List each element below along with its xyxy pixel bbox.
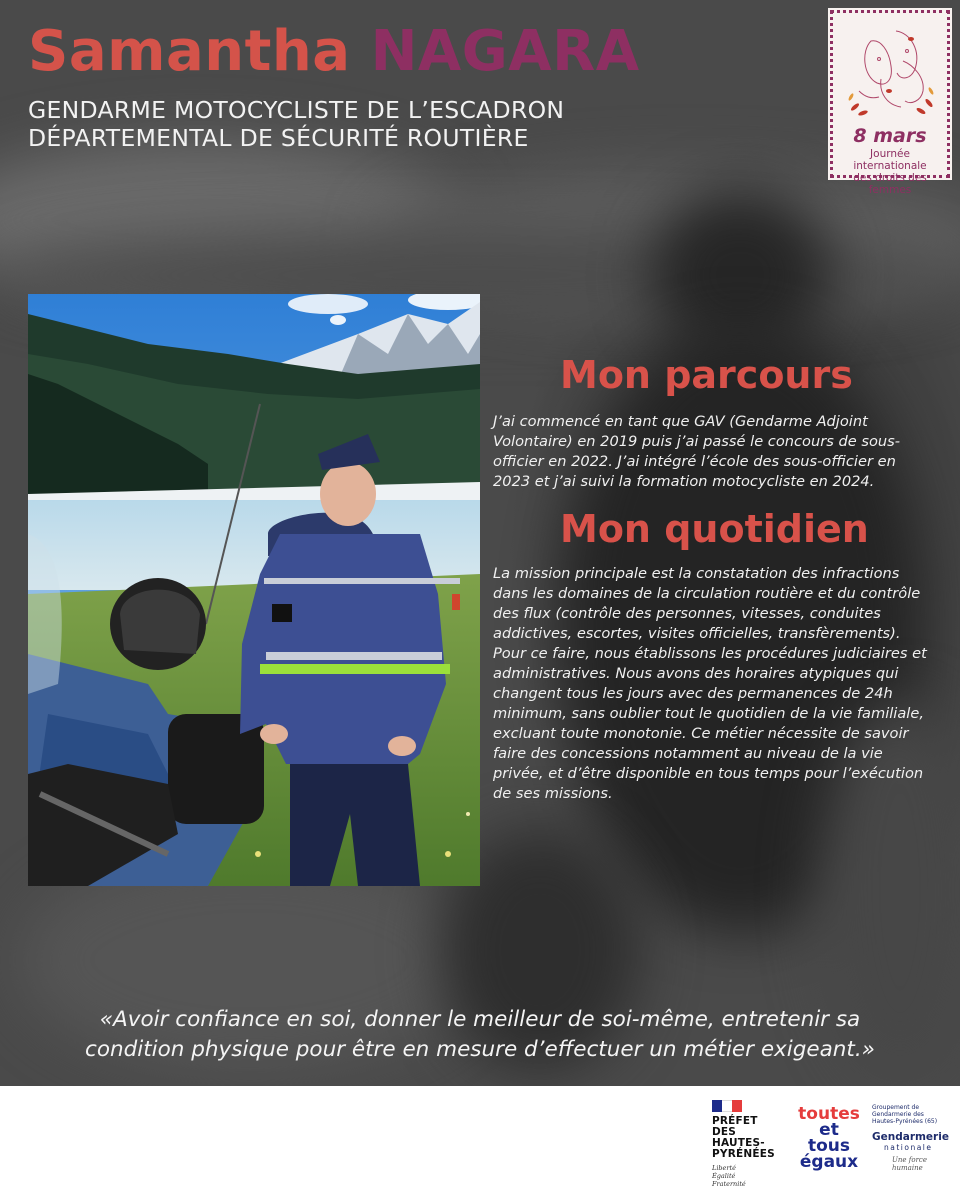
prefet-line-1: PRÉFET	[712, 1115, 758, 1127]
parcours-title: Mon parcours	[560, 353, 853, 397]
last-name: NAGARA	[370, 19, 640, 84]
job-title-line-2: DÉPARTEMENTAL DE SÉCURITÉ ROUTIÈRE	[28, 124, 529, 152]
job-title	[28, 96, 688, 152]
prefet-line-2: DES HAUTES-	[712, 1126, 765, 1149]
republic-motto: Liberté Égalité Fraternité	[712, 1164, 746, 1188]
women-faces-illustration	[841, 21, 939, 121]
portrait-photo	[28, 294, 480, 886]
womens-day-stamp	[830, 10, 950, 196]
marianne-flag-icon	[712, 1100, 742, 1112]
footer-logos	[0, 1086, 960, 1200]
job-title-line-1: GENDARME MOTOCYCLISTE DE L’ESCADRON	[28, 96, 565, 124]
first-name: Samantha	[28, 19, 351, 84]
person-name	[28, 19, 640, 84]
toutes-et-tous-egaux-logo: toutes et tous égaux	[798, 1104, 860, 1172]
gendarmerie-logo: Groupement de Gendarmerie des Hautes-Pyrénées (65) Gendarmerie nationale Une force humaine	[872, 1104, 954, 1172]
quote-line-1: «Avoir confiance en soi, donner le meilleur de soi-même, entretenir sa	[99, 1007, 861, 1032]
prefet-line-3: PYRÉNÉES	[712, 1148, 775, 1160]
stamp-caption: Journée internationale des droits des femmes	[853, 148, 927, 196]
stamp-date: 8 mars	[853, 125, 927, 147]
gendarmerie-name: Gendarmerie	[872, 1131, 949, 1143]
quote-line-2: condition physique pour être en mesure d’effectuer un métier exigeant.»	[85, 1037, 875, 1062]
prefet-logo	[712, 1100, 792, 1188]
quotidien-title: Mon quotidien	[560, 507, 869, 551]
quotidien-body: La mission principale est la constatation des infractions dans les domaines de la circulation routière et du contrôle des flux (contrôle des personnes, vitesses, conduites addictives, escortes, visites officielles, transfèrements). Pour ce faire, nous établissons les procédures judiciaires et administratives. Nous avons des horaires atypiques qui changent tous les jours avec des permanences de 24h minimum, sans oublier tout le quotidien de la vie familiale, excluant toute monotonie. Ce métier nécessite de savoir faire des concessions notamment au niveau de la vie privée, et d’être disponible en tous temps pour l’exécution de ses missions.	[493, 565, 927, 802]
parcours-body: J’ai commencé en tant que GAV (Gendarme Adjoint Volontaire) en 2019 puis j’ai passé le concours de sous-officier en 2022. J’ai intégré l’école des sous-officier en 2023 et j’ai suivi la formation motocycliste en 2024.	[493, 413, 900, 490]
personal-quote	[20, 1005, 940, 1065]
